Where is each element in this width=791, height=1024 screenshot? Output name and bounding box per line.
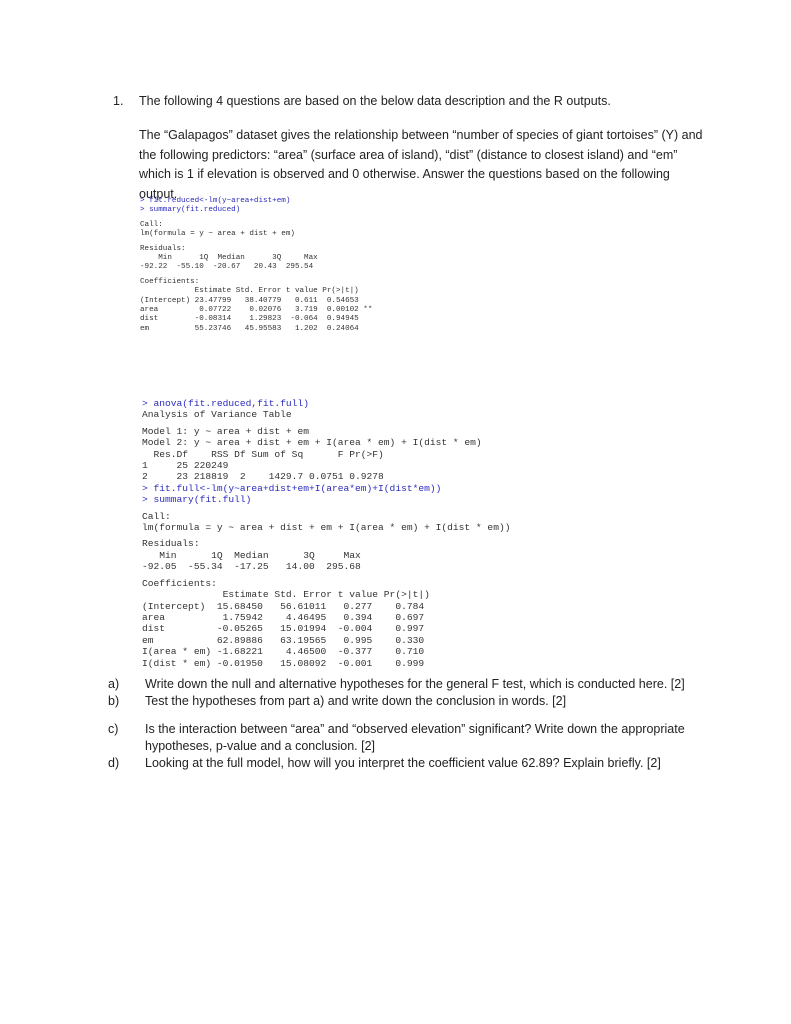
coefficient-row: dist -0.05265 15.01994 -0.004 0.997 [142, 623, 425, 635]
coefficient-row: area 1.75942 4.46495 0.394 0.697 [142, 611, 425, 623]
subquestion-text: Test the hypotheses from part a) and write down the conclusion in words. [2] [145, 694, 567, 708]
residuals-label: Residuals: [142, 538, 200, 550]
subquestion-c [108, 721, 708, 755]
residuals-values: -92.05 -55.34 -17.25 14.00 295.68 [142, 561, 361, 573]
subquestion-a [108, 676, 708, 693]
coefficient-row: (Intercept) 15.68450 56.61011 0.277 0.784 [142, 600, 425, 612]
call-formula: lm(formula = y ~ area + dist + em) [140, 230, 295, 239]
r-command: > summary(fit.full) [142, 494, 252, 506]
coefficients-label: Coefficients: [142, 577, 217, 589]
r-command: > fit.reduced<-lm(y~area+dist+em) [140, 197, 291, 205]
r-command: > fit.full<-lm(y~area+dist+em+I(area*em)+I(dist*em)) [142, 482, 442, 494]
residuals-label: Residuals: [140, 244, 186, 253]
anova-title: Analysis of Variance Table [142, 409, 292, 421]
subquestion-label: c) [108, 722, 119, 736]
question-number: 1. [113, 94, 124, 108]
anova-row: 2 23 218819 2 1429.7 0.0751 0.9278 [142, 471, 384, 483]
residuals-header: Min 1Q Median 3Q Max [140, 254, 318, 263]
anova-row: 1 25 220249 [142, 460, 229, 472]
subquestion-d [108, 755, 708, 772]
subquestion-text: Looking at the full model, how will you interpret the coefficient value 62.89? Explain briefly. [2] [145, 756, 661, 770]
subquestion-b [108, 693, 708, 710]
call-label: Call: [140, 220, 163, 229]
coefficients-header: Estimate Std. Error t value Pr(>|t|) [142, 589, 430, 601]
residuals-header: Min 1Q Median 3Q Max [142, 549, 361, 561]
coefficient-row: (Intercept) 23.47799 38.40779 0.611 0.54653 [140, 296, 359, 305]
coefficients-header: Estimate Std. Error t value Pr(>|t|) [140, 287, 359, 296]
subquestion-label: b) [108, 694, 120, 708]
residuals-values: -92.22 -55.10 -20.67 20.43 295.54 [140, 263, 314, 272]
coefficient-row: em 55.23746 45.95583 1.202 0.24064 [140, 324, 359, 333]
r-output-anova-full-model [142, 398, 510, 669]
coefficient-row: em 62.89886 63.19565 0.995 0.330 [142, 634, 425, 646]
anova-header: Res.Df RSS Df Sum of Sq F Pr(>F) [142, 448, 384, 460]
subquestion-list [108, 676, 708, 772]
coefficients-label: Coefficients: [140, 277, 200, 286]
coefficient-row: I(dist * em) -0.01950 15.08092 -0.001 0.999 [142, 657, 425, 669]
subquestion-text: Is the interaction between “area” and “observed elevation” significant? Write down the appropriate hypotheses, p-value and a conclusion. [2] [145, 722, 685, 753]
subquestion-label: d) [108, 756, 120, 770]
anova-model-1: Model 1: y ~ area + dist + em [142, 425, 309, 437]
subquestion-text: Write down the null and alternative hypotheses for the general F test, which is conducted here. [2] [145, 677, 685, 691]
r-output-reduced-model [140, 197, 372, 334]
anova-model-2: Model 2: y ~ area + dist + em + I(area * em) + I(dist * em) [142, 437, 482, 449]
r-command: > summary(fit.reduced) [140, 206, 241, 215]
description-text: The “Galapagos” dataset gives the relationship between “number of species of giant tortoises” (Y) and the following predictors: “area” (surface area of island), “dist” (distance to closest island) and “em” which is 1 if elevation is observed and 0 otherwise. Answer the questions based on the following output. [139, 128, 703, 201]
call-label: Call: [142, 510, 171, 522]
dataset-description [139, 126, 709, 204]
question-heading [113, 94, 611, 108]
question-heading-text: The following 4 questions are based on the below data description and the R outputs. [139, 94, 611, 108]
r-command: > anova(fit.reduced,fit.full) [142, 398, 309, 409]
call-formula: lm(formula = y ~ area + dist + em + I(area * em) + I(dist * em)) [142, 522, 511, 534]
subquestion-label: a) [108, 677, 120, 691]
coefficient-row: I(area * em) -1.68221 4.46500 -0.377 0.710 [142, 646, 425, 658]
coefficient-row: dist -0.08314 1.29823 -0.064 0.94945 [140, 315, 359, 324]
coefficient-row: area 0.07722 0.02076 3.719 0.00102 ** [140, 306, 373, 315]
